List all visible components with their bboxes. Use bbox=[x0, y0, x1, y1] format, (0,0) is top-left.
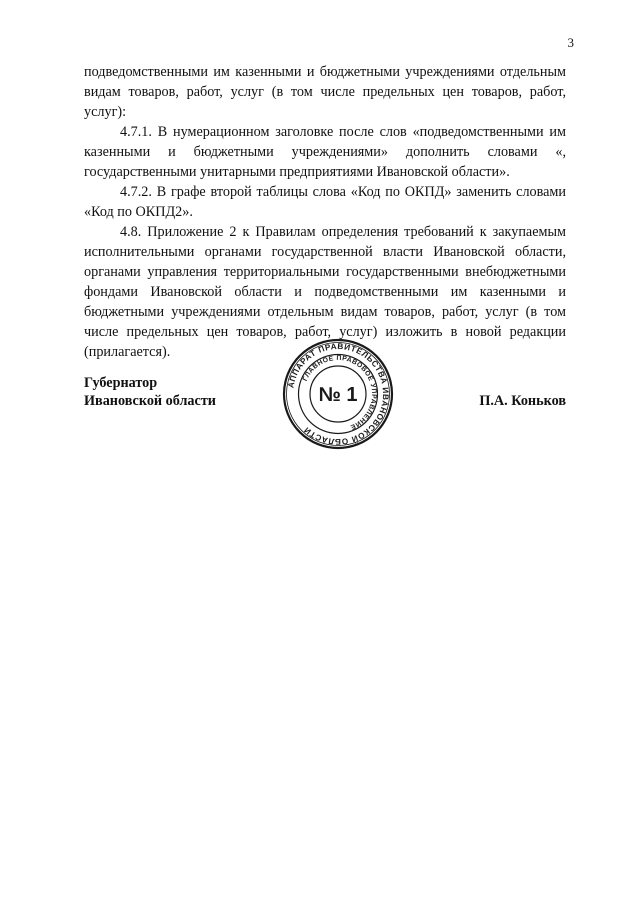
signer-name: П.А. Коньков bbox=[479, 393, 566, 409]
paragraph-4-8: 4.8. Приложение 2 к Правилам определения требований к закупаемым исполнительными органами государственной власти Ивановской области, органами управления территориальными государственными внебюджетными фондами Ивановской области и подведомственными им казенными и бюджетными учреждениями отдельным видам товаров, работ, услуг (в том числе предельных цен товаров, работ, услуг) изложить в новой редакции (прилагается). bbox=[84, 224, 566, 360]
stamp-outer-text: АППАРАТ ПРАВИТЕЛЬСТВА ИВАНОВСКОЙ ОБЛАСТИ bbox=[286, 341, 391, 447]
page-number: 3 bbox=[567, 35, 574, 50]
signer-title bbox=[84, 374, 216, 410]
paragraph-continuation: подведомственными им казенными и бюджетными учреждениями отдельным видам товаров, работ, услуг (в том числе предельных цен товаров, работ, услуг): bbox=[84, 64, 566, 120]
paragraph-4-7-1: 4.7.1. В нумерационном заголовке после слов «подведомственными им казенными и бюджетными учреждениями» дополнить словами «, государственными унитарными предприятиями Ивановской области». bbox=[84, 124, 566, 180]
signer-title-line-2: Ивановской области bbox=[84, 393, 216, 409]
document-body bbox=[84, 62, 566, 362]
signature-block bbox=[84, 338, 566, 458]
stamp-inner-text: ГЛАВНОЕ ПРАВОВОЕ УПРАВЛЕНИЕ bbox=[301, 354, 378, 431]
paragraph-4-7-2: 4.7.2. В графе второй таблицы слова «Код по ОКПД» заменить словами «Код по ОКПД2». bbox=[84, 184, 566, 220]
official-stamp-seal bbox=[282, 338, 394, 450]
signer-title-line-1: Губернатор bbox=[84, 375, 158, 391]
stamp-number: № 1 bbox=[318, 384, 358, 406]
